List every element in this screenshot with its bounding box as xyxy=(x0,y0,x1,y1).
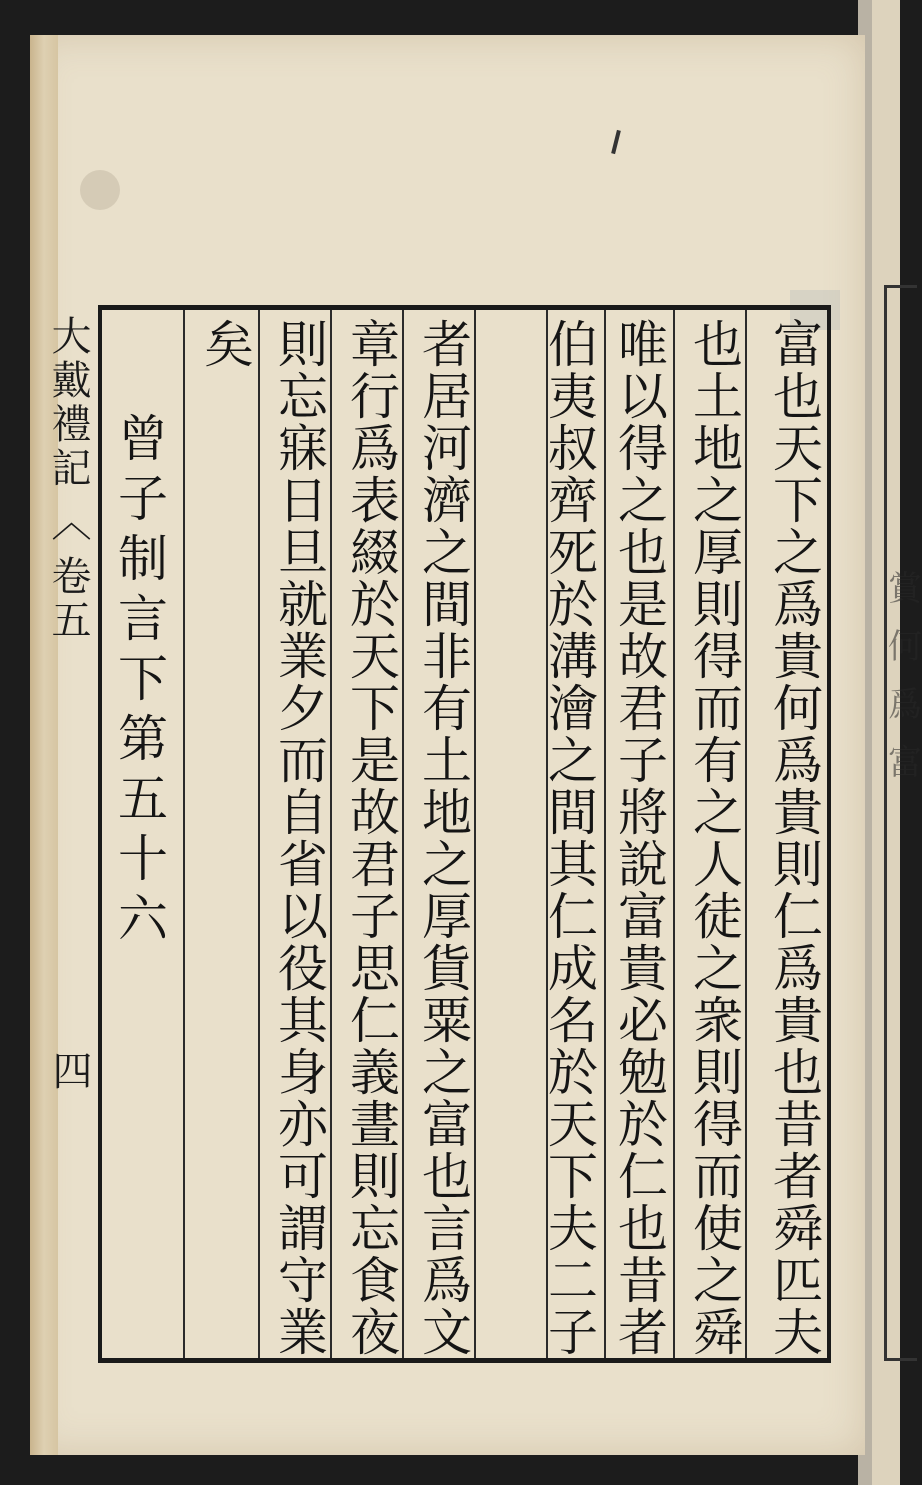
column-rule xyxy=(402,310,404,1358)
margin-page-number: 四 xyxy=(46,1050,92,1090)
column-rule xyxy=(183,310,185,1358)
text-column-2: 也土地之厚則得而有之人徒之衆則得而使之舜 xyxy=(685,318,743,1358)
column-rule xyxy=(673,310,675,1358)
text-column-6: 章行爲表綴於天下是故君子思仁義晝則忘食夜 xyxy=(342,318,400,1358)
column-rule xyxy=(745,310,747,1358)
text-column-3: 唯以得之也是故君子將說富貴必勉於仁也昔者 xyxy=(610,318,668,1358)
text-column-8: 矣 xyxy=(196,318,254,370)
facing-page-frame xyxy=(884,285,922,1361)
paper-stain xyxy=(80,170,120,210)
text-column-7: 則忘寐日旦就業夕而自省以役其身亦可謂守業 xyxy=(270,318,328,1358)
text-column-1: 富也天下之爲貴何爲貴則仁爲貴也昔者舜匹夫 xyxy=(765,318,823,1358)
margin-title-text: 大戴禮記 xyxy=(45,315,91,491)
column-rule xyxy=(258,310,260,1358)
column-rule xyxy=(330,310,332,1358)
margin-volume-text: 卷五 xyxy=(45,555,91,643)
column-rule xyxy=(604,310,606,1358)
facing-page-faint-text: 賞何爲富 xyxy=(888,569,922,783)
text-column-5: 者居河濟之間非有土地之厚貨粟之富也言爲文 xyxy=(414,318,472,1358)
page-fore-edge xyxy=(30,35,58,1455)
text-column-4: 伯夷叔齊死於溝澮之間其仁成名於天下夫二子 xyxy=(540,318,598,1358)
column-rule xyxy=(474,310,476,1358)
margin-book-title: 大戴禮記〈卷五 xyxy=(45,315,91,643)
chapter-title: 曾子制言下第五十六 xyxy=(110,412,168,952)
